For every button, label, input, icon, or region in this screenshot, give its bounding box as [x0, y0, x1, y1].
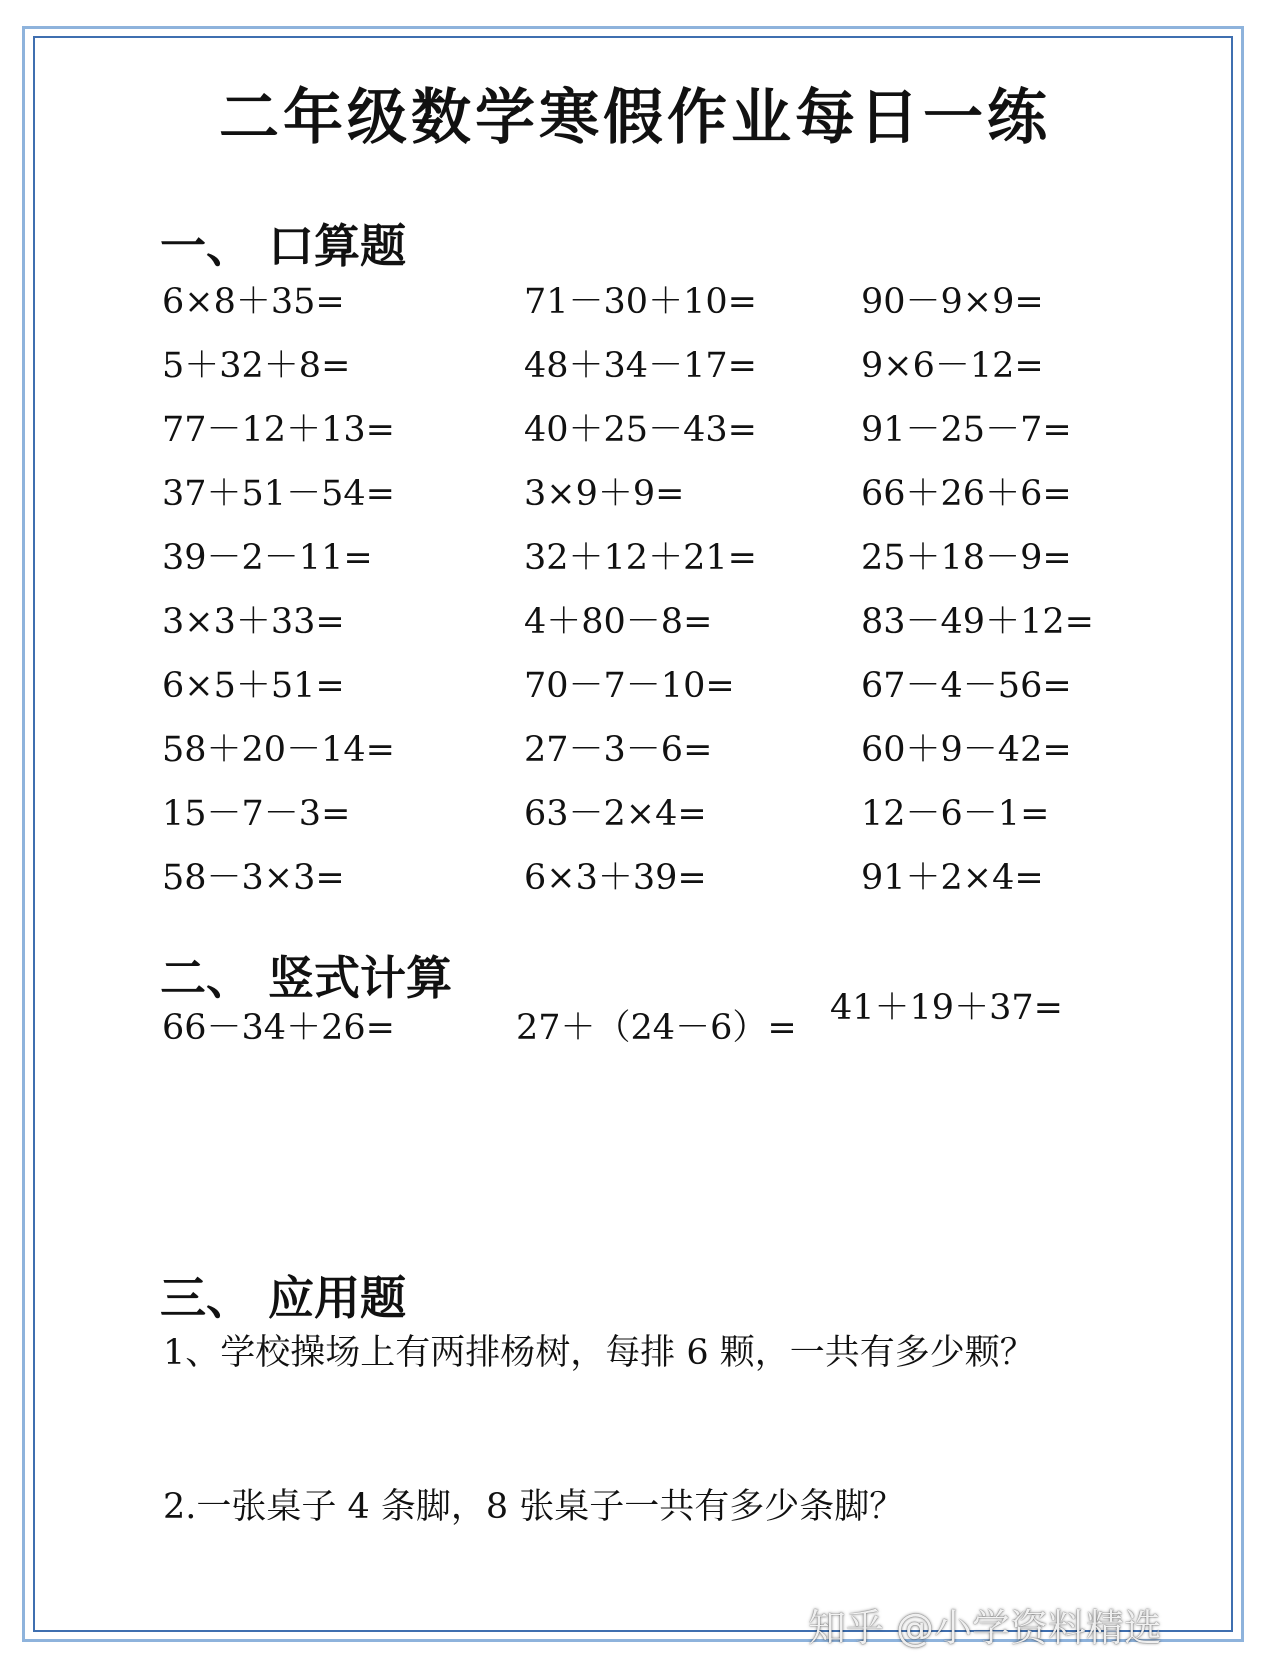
mental-problem: 40＋25－43= [524, 410, 757, 450]
mental-problem: 90－9×9= [861, 282, 1044, 322]
mental-problem: 37＋51－54= [162, 474, 395, 514]
mental-problem: 71－30＋10= [524, 282, 757, 322]
mental-problem: 32＋12＋21= [524, 538, 757, 578]
word-problem: 1、学校操场上有两排杨树，每排 6 颗，一共有多少颗？ [163, 1333, 1035, 1373]
vertical-problem: 66－34＋26= [162, 1008, 395, 1048]
mental-problem: 91＋2×4= [861, 858, 1044, 898]
mental-problem: 9×6－12= [861, 346, 1044, 386]
mental-math-grid [162, 270, 1122, 910]
section-heading-word-problems: 三、 应用题 [160, 1271, 407, 1325]
mental-problem: 12－6－1= [861, 794, 1050, 834]
mental-problem: 60＋9－42= [861, 730, 1072, 770]
mental-problem: 6×3＋39= [524, 858, 707, 898]
mental-problem: 48＋34－17= [524, 346, 757, 386]
mental-problem: 77－12＋13= [162, 410, 395, 450]
mental-problem: 39－2－11= [162, 538, 373, 578]
mental-problem: 3×9＋9= [524, 474, 685, 514]
section-heading-mental-math: 一、 口算题 [160, 219, 407, 273]
vertical-problem: 41＋19＋37= [830, 988, 1063, 1028]
watermark: 知乎 @小学资料精选 [807, 1606, 1162, 1650]
mental-problem: 4＋80－8= [524, 602, 713, 642]
mental-problem: 6×8＋35= [162, 282, 345, 322]
mental-problem: 67－4－56= [861, 666, 1072, 706]
word-problem: 2.一张桌子 4 条脚，8 张桌子一共有多少条脚？ [163, 1487, 905, 1527]
mental-problem: 27－3－6= [524, 730, 713, 770]
mental-problem: 15－7－3= [162, 794, 351, 834]
vertical-problem: 27＋（24－6）= [516, 1008, 797, 1048]
mental-problem: 25＋18－9= [861, 538, 1072, 578]
mental-problem: 58－3×3= [162, 858, 345, 898]
section-heading-vertical-calc: 二、 竖式计算 [160, 951, 453, 1005]
mental-problem: 70－7－10= [524, 666, 735, 706]
mental-problem: 3×3＋33= [162, 602, 345, 642]
mental-problem: 58＋20－14= [162, 730, 395, 770]
mental-problem: 63－2×4= [524, 794, 707, 834]
mental-problem: 5＋32＋8= [162, 346, 351, 386]
mental-problem: 83－49＋12= [861, 602, 1094, 642]
mental-problem: 91－25－7= [861, 410, 1072, 450]
mental-problem: 6×5＋51= [162, 666, 345, 706]
mental-problem: 66＋26＋6= [861, 474, 1072, 514]
worksheet-title: 二年级数学寒假作业每日一练 [219, 83, 1051, 153]
